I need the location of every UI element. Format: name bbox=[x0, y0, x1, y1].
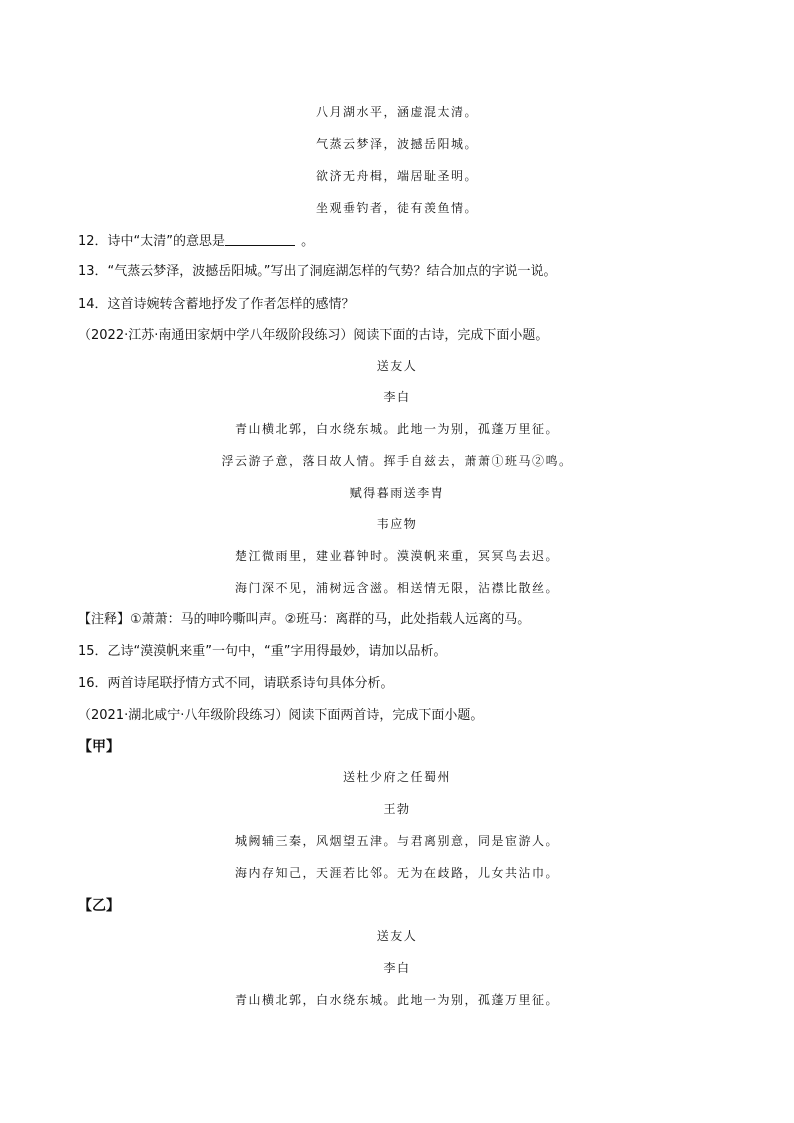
poem-author: 王勃 bbox=[383, 802, 411, 816]
poem-line: 八月湖水平，涵虚混太清。 bbox=[315, 105, 478, 119]
question-15: 15．乙诗“漠漠帆来重”一句中，“重”字用得最妙，请加以品析。 bbox=[78, 644, 447, 659]
poem-title: 送杜少府之任蜀州 bbox=[342, 770, 451, 784]
poem-line: 坐观垂钓者，徒有羡鱼情。 bbox=[315, 201, 478, 215]
poem-line: 楚江微雨里，建业暮钟时。漠漠帆来重，冥冥鸟去迟。 bbox=[234, 549, 559, 563]
question-12-end: 。 bbox=[301, 234, 315, 249]
poem-line: 欲济无舟楫，端居耻圣明。 bbox=[315, 169, 478, 183]
question-12 bbox=[78, 233, 314, 248]
poem-title: 送友人 bbox=[376, 359, 418, 373]
section-label-jia: 【甲】 bbox=[78, 739, 120, 755]
question-14: 14．这首诗婉转含蓄地抒发了作者怎样的感情？ bbox=[78, 297, 355, 312]
poem-author: 李白 bbox=[383, 390, 411, 404]
poem-author: 韦应物 bbox=[376, 517, 418, 531]
poem-line: 青山横北郭，白水绕东城。此地一为别，孤蓬万里征。 bbox=[234, 993, 559, 1007]
section-label-yi: 【乙】 bbox=[78, 898, 120, 914]
annotation-note: 【注释】①萧萧：马的呻吟嘶叫声。②班马：离群的马，此处指载人远离的马。 bbox=[78, 612, 531, 627]
source-intro: （2021·湖北咸宁·八年级阶段练习）阅读下面两首诗，完成下面小题。 bbox=[78, 708, 484, 723]
answer-blank bbox=[225, 233, 295, 246]
poem-line: 气蒸云梦泽，波撼岳阳城。 bbox=[315, 137, 478, 151]
question-12-text: 12．诗中“太清”的意思是 bbox=[78, 234, 226, 249]
poem-line: 城阙辅三秦，风烟望五津。与君离别意，同是宦游人。 bbox=[234, 834, 559, 848]
poem-line: 海内存知己，天涯若比邻。无为在歧路，儿女共沾巾。 bbox=[234, 866, 559, 880]
source-intro: （2022·江苏·南通田家炳中学八年级阶段练习）阅读下面的古诗，完成下面小题。 bbox=[78, 328, 549, 343]
poem-title: 送友人 bbox=[376, 929, 418, 943]
poem-author: 李白 bbox=[383, 961, 411, 975]
question-13: 13．“气蒸云梦泽，波撼岳阳城。”写出了洞庭湖怎样的气势？结合加点的字说一说。 bbox=[78, 264, 557, 279]
question-16: 16．两首诗尾联抒情方式不同，请联系诗句具体分析。 bbox=[78, 676, 394, 691]
poem-line: 海门深不见，浦树远含滋。相送情无限，沾襟比散丝。 bbox=[234, 581, 559, 595]
poem-line: 青山横北郭，白水绕东城。此地一为别，孤蓬万里征。 bbox=[234, 422, 559, 436]
poem-title: 赋得暮雨送李胄 bbox=[349, 486, 445, 500]
poem-line: 浮云游子意，落日故人情。挥手自兹去，萧萧①班马②鸣。 bbox=[221, 454, 573, 468]
